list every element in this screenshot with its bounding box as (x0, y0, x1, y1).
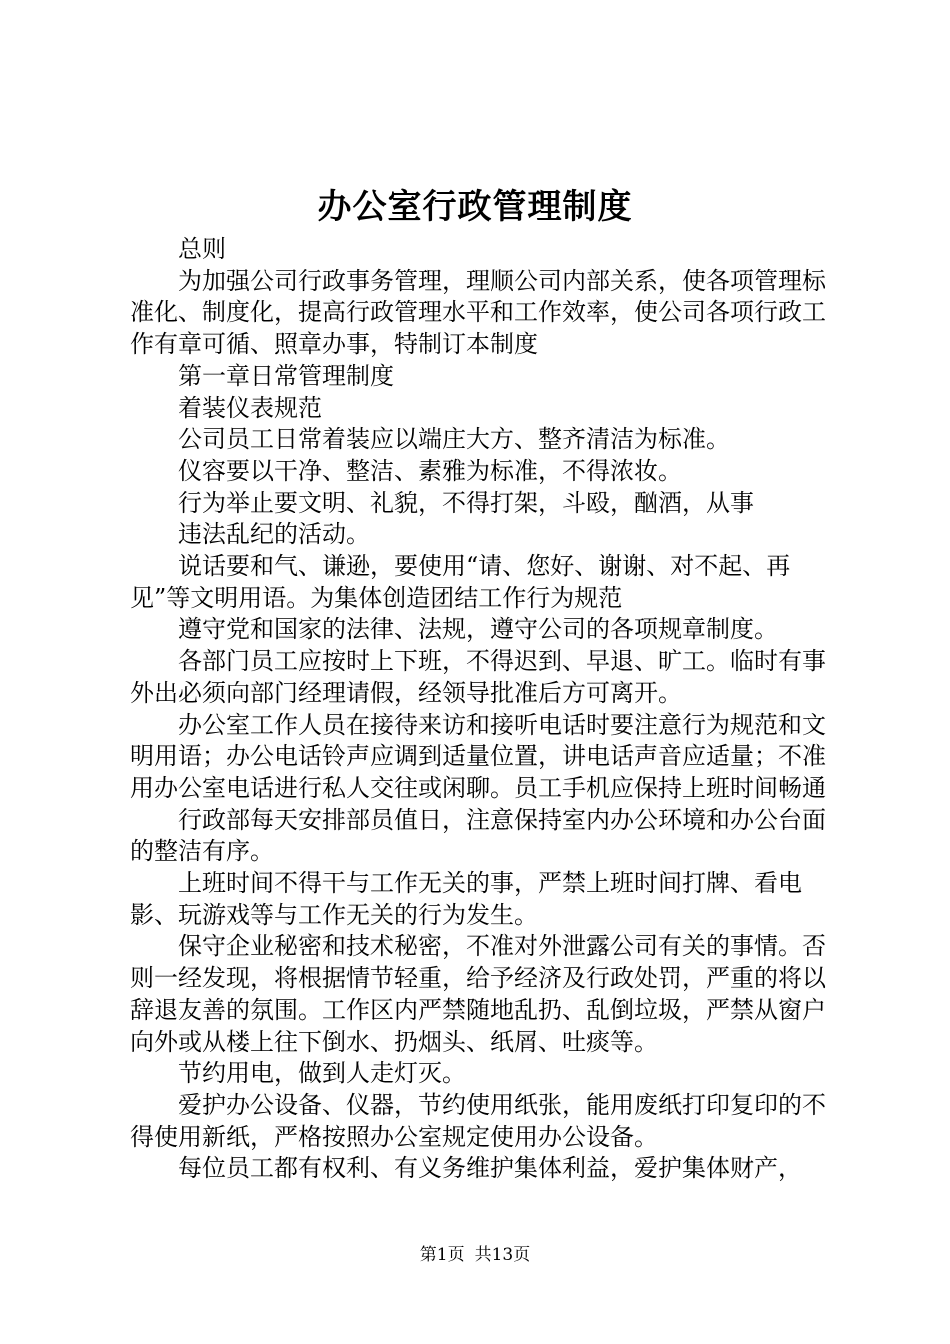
paragraph: 总则 (178, 235, 226, 263)
page-total: 共13页 (474, 1245, 531, 1265)
paragraph: 违法乱纪的活动。 (178, 520, 370, 549)
paragraph: 为加强公司行政事务管理，理顺公司内部关系，使各项管理标准化、制度化，提高行政管理水平和工作效率，使公司各项行政工作有章可循、照章办事，特制订本制度 (130, 266, 826, 359)
paragraph: 仪容要以干净、整洁、素雅为标准，不得浓妆。 (178, 456, 682, 485)
document-title: 办公室行政管理制度 (317, 187, 633, 227)
paragraph: 节约用电，做到人走灯灭。 (178, 1059, 466, 1088)
paragraph: 行政部每天安排部员值日，注意保持室内办公环境和办公台面的整洁有序。 (130, 805, 826, 866)
page-number: 第1页 (419, 1245, 465, 1265)
paragraph: 着装仪表规范 (178, 393, 322, 422)
paragraph: 上班时间不得干与工作无关的事，严禁上班时间打牌、看电影、玩游戏等与工作无关的行为发生。 (130, 869, 802, 929)
page-footer (0, 1243, 950, 1267)
paragraph: 办公室工作人员在接待来访和接听电话时要注意行为规范和文明用语；办公电话铃声应调到适量位置，讲电话声音应适量；不准用办公室电话进行私人交往或闲聊。员工手机应保持上班时间畅通 (130, 710, 826, 802)
paragraph: 保守企业秘密和技术秘密，不准对外泄露公司有关的事情。否则一经发现，将根据情节轻重，给予经济及行政处罚，严重的将以辞退友善的氛围。工作区内严禁随地乱扔、乱倒垃圾，严禁从窗户向外或从楼上往下倒水、扔烟头、纸屑、吐痰等。 (130, 932, 826, 1056)
paragraph: 公司员工日常着装应以端庄大方、整齐清洁为标准。 (178, 425, 730, 454)
paragraph: 遵守党和国家的法律、法规，遵守公司的各项规章制度。 (178, 615, 778, 644)
paragraph: 各部门员工应按时上下班，不得迟到、早退、旷工。临时有事外出必须向部门经理请假，经领导批准后方可离开。 (130, 647, 826, 707)
paragraph: 说话要和气、谦逊，要使用“请、您好、谢谢、对不起、再见”等文明用语。为集体创造团结工作行为规范 (130, 552, 791, 612)
paragraph: 每位员工都有权利、有义务维护集体利益，爱护集体财产， (178, 1154, 802, 1183)
paragraph: 行为举止要文明、礼貌，不得打架，斗殴，酗酒，从事 (178, 488, 754, 517)
paragraph: 爱护办公设备、仪器，节约使用纸张，能用废纸打印复印的不得使用新纸，严格按照办公室规定使用办公设备。 (130, 1090, 826, 1151)
document-body (130, 234, 842, 1185)
paragraph: 第一章日常管理制度 (178, 361, 394, 390)
